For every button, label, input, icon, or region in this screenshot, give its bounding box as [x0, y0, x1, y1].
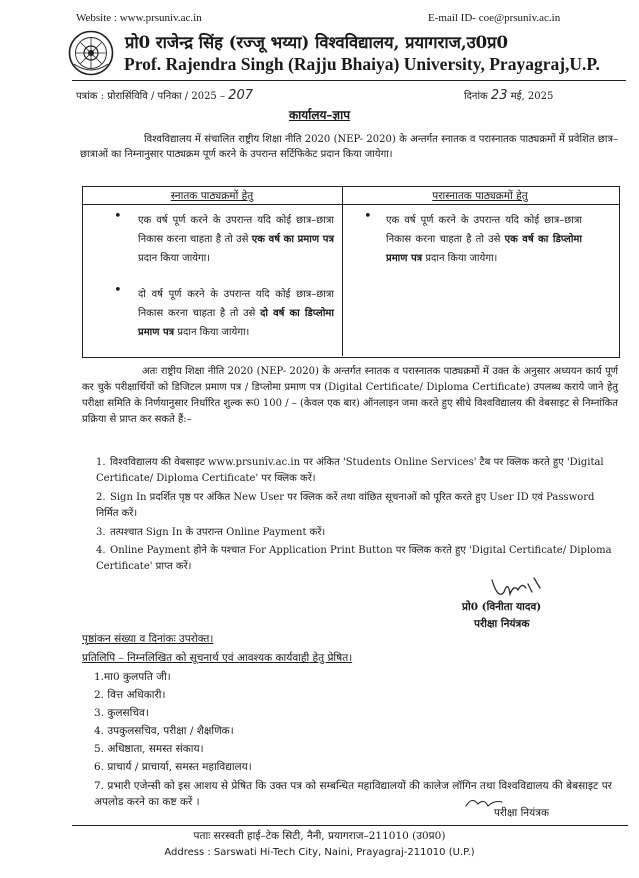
col2-item-1-bold: एक वर्ष का डिप्लोमा प्रमाण पत्र: [386, 234, 582, 264]
step-3-text: तत्पश्चात Sign In के उपरान्त Online Payment करें।: [110, 527, 326, 538]
step-1: 1. विश्वविद्यालय की वेबसाइट www.prsuniv.ac.in पर अंकित 'Students Online Services' टैब पर क्लिक करते हुए 'Digital Certificate/ Diploma Certificate' पर क्लिक करें।: [96, 457, 604, 484]
email-text: E-mail ID- coe@prsuniv.ac.in: [428, 12, 561, 24]
col1-item-2-bold: दो वर्ष का डिप्लोमा प्रमाण पत्र: [138, 308, 334, 338]
copy-to-line: [82, 651, 352, 665]
memo-title: कार्यालय–ज्ञाप: [288, 108, 351, 122]
col1-header-wrap: [82, 189, 342, 203]
endorsement-item-3: 3. कुलसचिव।: [94, 707, 149, 719]
body-paragraph: अतः राष्ट्रीय शिक्षा नीति 2020 (NEP- 2020) के अन्तर्गत स्नातक व परास्नातक पाठ्यक्रमों में उक्त के अनुसार अध्ययन कार्य पूर्ण कर चुके परीक्षार्थियों को डिजिटल प्रमाण पत्र / डिप्लोमा प्रमाण पत्र (Digital Certificate/ Diploma Certificate) उपलब्ध कराये जाने हेतु परीक्षा समिति के निर्णयानुसार निर्धारित शुल्क रू0 100 / – (केवल एक बार) ऑनलाइन जमा करते हुए सीधे विश्वविद्यालय की वेबसाइट से निम्नांकित प्रक्रिया से प्राप्त कर सकते हैं:–: [82, 366, 618, 425]
col1-item-1: [138, 211, 334, 268]
endorsement-item-7: 7. प्रभारी एजेन्सी को इस आशय से प्रेषित कि उक्त पत्र को सम्बन्धित महाविद्यालयों की कालेज लॉगिन तथा विश्वविद्यालय की बेबसाइट पर अपलोड करने का कष्ट करें ।: [94, 780, 612, 808]
date-line: [464, 88, 553, 103]
col1-item-1-bold: एक वर्ष का प्रमाण पत्र: [251, 234, 334, 245]
step-3: 3. तत्पश्चात Sign In के उपरान्त Online Payment करें।: [96, 527, 326, 538]
endorsement-heading: पृष्ठांकन संख्या व दिनांकः उपरोक्त।: [82, 633, 214, 645]
endorsement-item-1: 1.मा0 कुलपति जी।: [94, 671, 171, 683]
date-rest: मई, 2025: [510, 91, 554, 102]
footer-address-english: Address : Sarswati Hi-Tech City, Naini, Prayagraj-211010 (U.P.): [164, 847, 475, 858]
table-divider: [342, 186, 343, 356]
endorsement-item-4: 4. उपकुलसचिव, परीक्षा / शैक्षणिक।: [94, 725, 234, 737]
step-4-text: Online Payment होने के पश्चात For Application Print Button पर क्लिक करते हुए 'Digital Certificate/ Diploma Certificate' प्राप्त करें।: [96, 545, 612, 572]
col1-item-1-rest: प्रदान किया जायेगा।: [138, 253, 210, 264]
reference-number: [76, 88, 253, 103]
step-1-text: विश्वविद्यालय की वेबसाइट www.prsuniv.ac.in पर अंकित 'Students Online Services' टैब पर क्लिक करते हुए 'Digital Certificate/ Diploma Certificate' पर क्लिक करें।: [96, 457, 604, 484]
col2-item-1-text: एक वर्ष पूर्ण करने के उपरान्त यदि कोई छात्र–छात्रा निकास करना चाहता है तो उसे: [386, 215, 582, 245]
copy-to-text: प्रतिलिपि – निम्नलिखित को सूचनार्थ एवं आवश्यक कार्यवाही हेतु प्रेषित।: [82, 652, 353, 664]
col1-item-1-text: एक वर्ष पूर्ण करने के उपरान्त यदि कोई छात्र–छात्रा निकास करना चाहता है तो उसे: [138, 215, 334, 245]
reference-label: पत्रांक : प्रोरासिंविवि / पनिका / 2025 –: [76, 91, 225, 102]
col2-item-1: [386, 211, 582, 268]
step-2-text: Sign In प्रदर्शित पृष्ठ पर अंकित New User पर क्लिक करें तथा वांछित सूचनाओं को पूरित करते हुए User ID एवं Password निर्मित करें।: [96, 492, 595, 519]
step-2: 2. Sign In प्रदर्शित पृष्ठ पर अंकित New User पर क्लिक करें तथा वांछित सूचनाओं को पूरित करते हुए User ID एवं Password निर्मित करें।: [96, 492, 595, 519]
endorsement-item-5: 5. अधिष्ठाता, समस्त संकाय।: [94, 743, 204, 755]
footer-rule: [72, 825, 628, 826]
university-name-english: Prof. Rajendra Singh (Rajju Bhaiya) University, Prayagraj,U.P.: [124, 54, 600, 74]
endorsement-signatory: परीक्षा नियंत्रक: [494, 807, 550, 819]
bullet-icon: •: [364, 209, 372, 224]
col1-item-2-text: दो वर्ष पूर्ण करने के उपरान्त यदि कोई छात्र–छात्रा निकास करना चाहता है तो उसे: [138, 289, 334, 319]
col2-item-1-rest: प्रदान किया जायेगा।: [422, 253, 498, 264]
bullet-icon: •: [114, 209, 122, 224]
endorsement-item-6: 6. प्राचार्य / प्राचार्या, समस्त महाविद्यालय।: [94, 761, 252, 773]
date-label: दिनांक: [464, 91, 488, 102]
signatory-designation: परीक्षा नियंत्रक: [474, 618, 530, 630]
signature-mark: [488, 570, 548, 602]
signatory-name: प्रो0 (विनीता यादव): [462, 601, 542, 613]
university-seal-icon: [68, 30, 114, 76]
university-name-hindi: प्रो0 राजेन्द्र सिंह (रज्जू भय्या) विश्वविद्यालय, प्रयागराज,उ0प्र0: [125, 33, 508, 52]
footer-address-hindi: पताः सरस्वती हाई–टेक सिटी, नैनी, प्रयागराज–211010 (उ0प्र0): [193, 830, 446, 842]
bullet-icon: •: [114, 283, 122, 298]
intro-paragraph: विश्वविद्यालय में संचालित राष्ट्रीय शिक्षा नीति 2020 (NEP- 2020) के अन्तर्गत स्नातक व परास्नातक पाठ्यक्रमों में प्रवेशित छात्र–छात्राओं का निम्नानुसार पाठ्यक्रम पूर्ण करने के उपरान्त सर्टिफिकेट प्रदान किया जायेगा।: [80, 134, 618, 160]
col2-header: परास्नातक पाठ्यक्रमों हेतु: [432, 190, 528, 202]
header-rule: [72, 80, 626, 81]
website-text: Website : www.prsuniv.ac.in: [76, 12, 202, 24]
reference-handwritten: 207: [228, 88, 253, 103]
step-4: 4. Online Payment होने के पश्चात For Application Print Button पर क्लिक करते हुए 'Digital Certificate/ Diploma Certificate' प्राप्त करें।: [96, 545, 612, 572]
date-handwritten: 23: [490, 88, 508, 103]
col2-header-wrap: [342, 189, 618, 203]
table-header-rule: [82, 204, 619, 205]
col1-header: स्नातक पाठ्यक्रमों हेतु: [170, 190, 254, 202]
endorsement-item-2: 2. वित्त अधिकारी।: [94, 689, 166, 701]
title-wrap: [0, 106, 639, 123]
col1-item-2-rest: प्रदान किया जायेगा।: [174, 327, 250, 338]
col1-item-2: [138, 285, 334, 342]
